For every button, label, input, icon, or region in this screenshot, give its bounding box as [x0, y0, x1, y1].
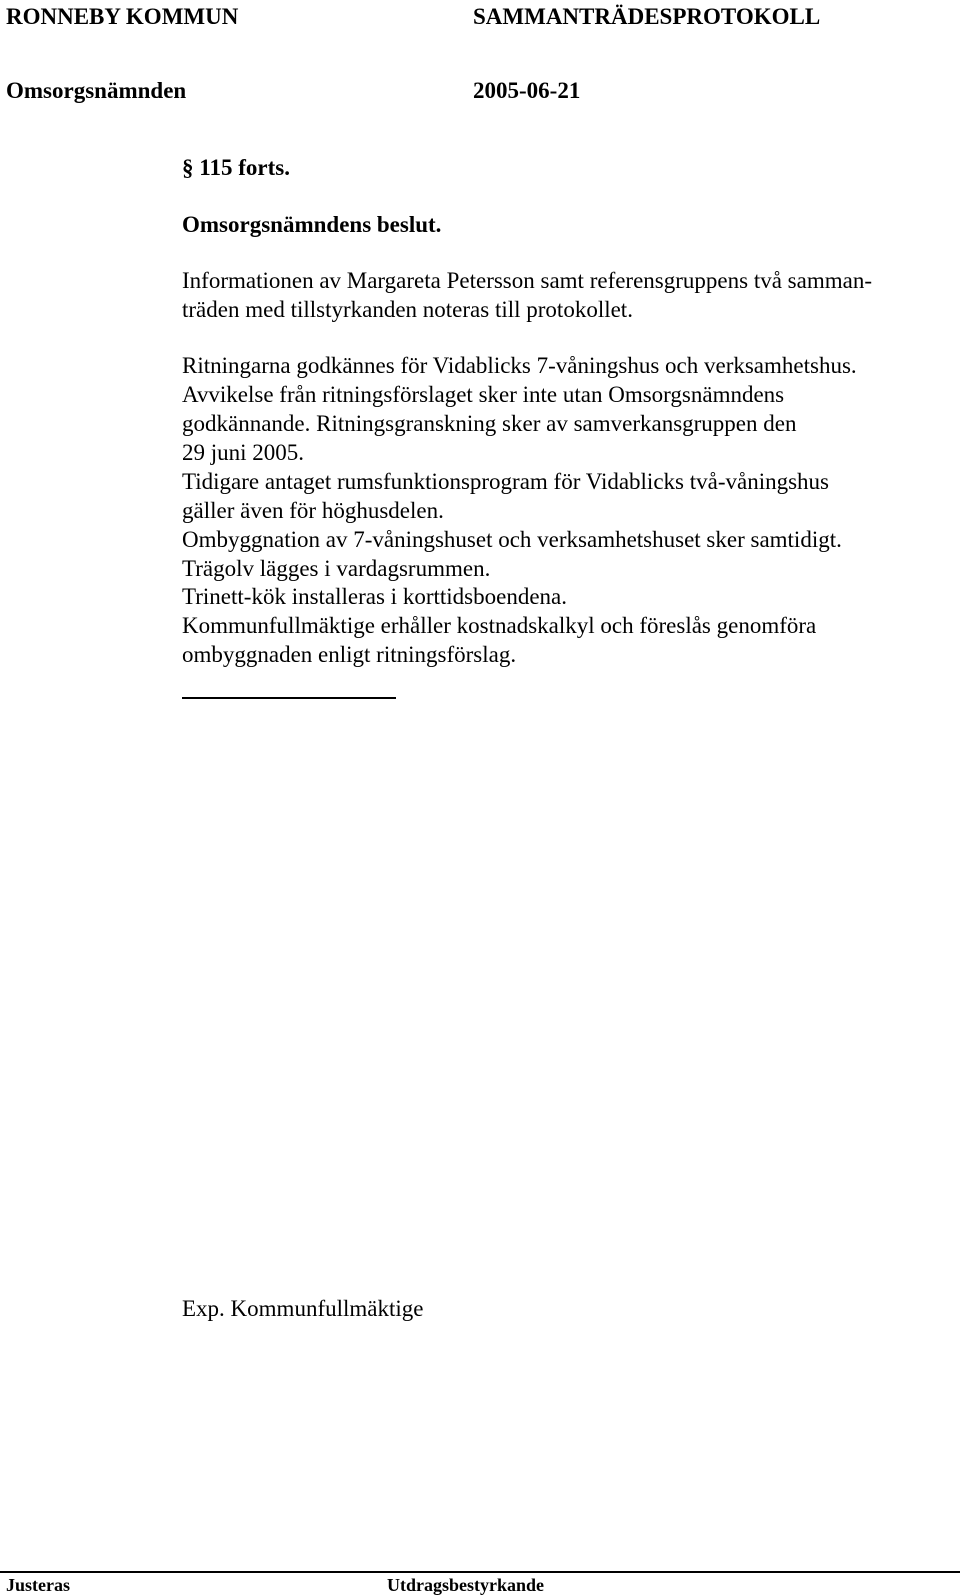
body-line: godkännande. Ritningsgranskning sker av samverkansgruppen den	[182, 411, 797, 436]
body-line: Informationen av Margareta Petersson samt referensgruppens två samman-	[182, 268, 872, 293]
footer-justeras: Justeras	[6, 1575, 70, 1595]
body-line: Trägolv lägges i vardagsrummen.	[182, 556, 491, 581]
body-line: Tidigare antaget rumsfunktionsprogram för Vidablicks två-våningshus	[182, 469, 829, 494]
body-line: Trinett-kök installeras i korttidsboendena.	[182, 584, 567, 609]
distribution-note: Exp. Kommunfullmäktige	[182, 1296, 424, 1321]
document-type: SAMMANTRÄDESPROTOKOLL	[473, 4, 821, 29]
decision-heading: Omsorgsnämndens beslut.	[182, 212, 442, 237]
paragraph-reference: § 115 forts.	[182, 155, 290, 180]
body-line: Ritningarna godkännes för Vidablicks 7-våningshus och verksamhetshus.	[182, 353, 857, 378]
body-line: Kommunfullmäktige erhåller kostnadskalkyl och föreslås genomföra	[182, 613, 817, 638]
body-line: gäller även för höghusdelen.	[182, 498, 444, 523]
footer-utdragsbestyrkande: Utdragsbestyrkande	[387, 1575, 545, 1595]
section-end-rule	[182, 697, 396, 699]
body-line: 29 juni 2005.	[182, 440, 305, 465]
meeting-date: 2005-06-21	[473, 78, 581, 103]
body-line: Ombyggnation av 7-våningshuset och verksamhetshuset sker samtidigt.	[182, 527, 842, 552]
organization-name: RONNEBY KOMMUN	[6, 4, 239, 29]
signature-rule	[0, 1571, 960, 1573]
committee-name: Omsorgsnämnden	[6, 78, 187, 103]
body-line: Avvikelse från ritningsförslaget sker inte utan Omsorgsnämndens	[182, 382, 785, 407]
body-line: träden med tillstyrkanden noteras till protokollet.	[182, 297, 633, 322]
body-line: ombyggnaden enligt ritningsförslag.	[182, 642, 517, 667]
